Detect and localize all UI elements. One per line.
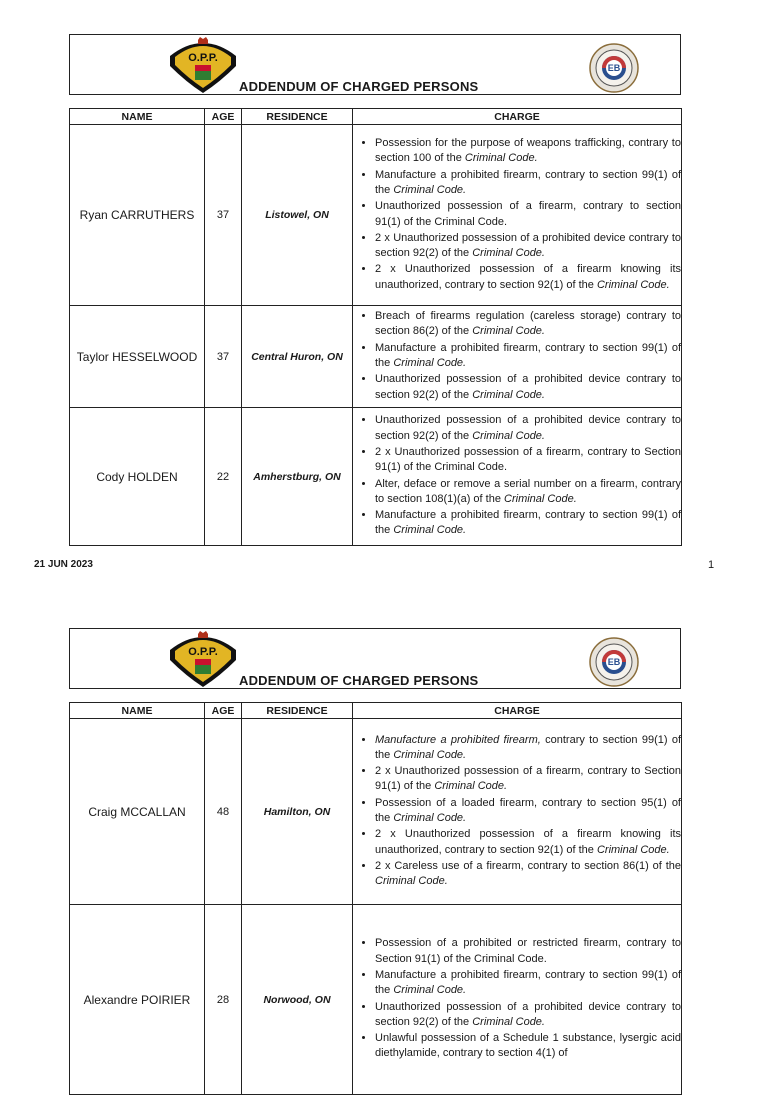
person-residence: Hamilton, ON (242, 719, 353, 905)
charge-list (353, 936, 681, 1061)
charge-item: • Manufacture a prohibited firearm, contrary to section 99(1) of the Criminal Code. (375, 733, 681, 764)
charge-item: • Manufacture a prohibited firearm, contrary to section 99(1) of the Criminal Code. (375, 968, 681, 999)
charge-item: • 2 x Unauthorized possession of a prohibited device contrary to section 92(2) of the Criminal Code. (375, 231, 681, 262)
table-row (70, 306, 682, 408)
document-title: ADDENDUM OF CHARGED PERSONS (239, 673, 479, 688)
charge-list-cell (353, 306, 682, 408)
header-charge: CHARGE (353, 703, 682, 719)
svg-text:EB: EB (607, 657, 621, 667)
charge-list-cell (353, 125, 682, 306)
charge-list (353, 733, 681, 890)
page-header (69, 34, 681, 95)
charged-persons-table (69, 702, 682, 1095)
charge-item: • Alter, deface or remove a serial number on a firearm, contrary to section 108(1)(a) of the Criminal Code. (375, 477, 681, 508)
charge-item: • Unauthorized possession of a firearm, contrary to section 91(1) of the Criminal Code. (375, 199, 681, 230)
charge-list-cell (353, 905, 682, 1095)
person-residence: Norwood, ON (242, 905, 353, 1095)
header-age: AGE (205, 109, 242, 125)
page-header (69, 628, 681, 689)
charge-list (353, 309, 681, 403)
charge-item: • Unlawful possession of a Schedule 1 substance, lysergic acid diethylamide, contrary to section 4(1) of (375, 1031, 681, 1062)
header-name: NAME (70, 109, 205, 125)
document-title: ADDENDUM OF CHARGED PERSONS (239, 79, 479, 94)
header-name: NAME (70, 703, 205, 719)
person-name: Alexandre POIRIER (70, 905, 205, 1095)
document-page-2 (0, 594, 768, 1060)
header-residence: RESIDENCE (242, 109, 353, 125)
table-row (70, 719, 682, 905)
table-header-row (70, 703, 682, 719)
footer-date: 21 JUN 2023 (34, 559, 93, 570)
svg-text:O.P.P.: O.P.P. (188, 646, 218, 658)
charge-item: • Unauthorized possession of a prohibited device contrary to section 92(2) of the Criminal Code. (375, 1000, 681, 1031)
charge-item: • Manufacture a prohibited firearm, contrary to section 99(1) of the Criminal Code. (375, 168, 681, 199)
charge-item: • Breach of firearms regulation (careless storage) contrary to section 86(2) of the Criminal Code. (375, 309, 681, 340)
table-row (70, 905, 682, 1095)
charge-item: • 2 x Careless use of a firearm, contrary to section 86(1) of the Criminal Code. (375, 859, 681, 890)
crime-enforcement-seal-logo (586, 43, 642, 93)
person-age: 37 (205, 125, 242, 306)
person-name: Cody HOLDEN (70, 408, 205, 546)
charge-item: • Possession of a loaded firearm, contrary to section 95(1) of the Criminal Code. (375, 796, 681, 827)
charge-item: • Unauthorized possession of a prohibited device contrary to section 92(2) of the Criminal Code. (375, 413, 681, 444)
person-age: 22 (205, 408, 242, 546)
charge-list-cell (353, 408, 682, 546)
person-name: Taylor HESSELWOOD (70, 306, 205, 408)
header-residence: RESIDENCE (242, 703, 353, 719)
person-age: 48 (205, 719, 242, 905)
table-header-row (70, 109, 682, 125)
person-residence: Listowel, ON (242, 125, 353, 306)
charge-list (353, 136, 681, 293)
charge-item: • 2 x Unauthorized possession of a firearm knowing its unauthorized, contrary to section 92(1) of the Criminal Code. (375, 827, 681, 858)
table-row (70, 125, 682, 306)
person-age: 37 (205, 306, 242, 408)
svg-text:O.P.P.: O.P.P. (188, 52, 218, 64)
charge-list-cell (353, 719, 682, 905)
person-name: Craig MCCALLAN (70, 719, 205, 905)
charge-item: • 2 x Unauthorized possession of a firearm knowing its unauthorized, contrary to section 92(1) of the Criminal Code. (375, 262, 681, 293)
charge-item: • Possession for the purpose of weapons trafficking, contrary to section 100 of the Criminal Code. (375, 136, 681, 167)
crime-enforcement-seal-logo (586, 637, 642, 687)
header-charge: CHARGE (353, 109, 682, 125)
opp-badge-logo (168, 630, 238, 688)
charge-item: • 2 x Unauthorized possession of a firearm, contrary to Section 91(1) of the Criminal Code. (375, 764, 681, 795)
charge-item: • Manufacture a prohibited firearm, contrary to section 99(1) of the Criminal Code. (375, 508, 681, 539)
opp-badge-logo (168, 36, 238, 94)
table-row (70, 408, 682, 546)
person-residence: Amherstburg, ON (242, 408, 353, 546)
charge-list (353, 413, 681, 538)
header-age: AGE (205, 703, 242, 719)
charge-item: • Manufacture a prohibited firearm, contrary to section 99(1) of the Criminal Code. (375, 341, 681, 372)
page-number: 1 (708, 559, 715, 571)
person-name: Ryan CARRUTHERS (70, 125, 205, 306)
charge-item: • 2 x Unauthorized possession of a firearm, contrary to Section 91(1) of the Criminal Code. (375, 445, 681, 476)
charged-persons-table (69, 108, 682, 546)
charge-item: • Unauthorized possession of a prohibited device contrary to section 92(2) of the Criminal Code. (375, 372, 681, 403)
person-residence: Central Huron, ON (242, 306, 353, 408)
svg-text:EB: EB (607, 63, 621, 73)
charge-item: • Possession of a prohibited or restricted firearm, contrary to Section 91(1) of the Criminal Code. (375, 936, 681, 967)
person-age: 28 (205, 905, 242, 1095)
